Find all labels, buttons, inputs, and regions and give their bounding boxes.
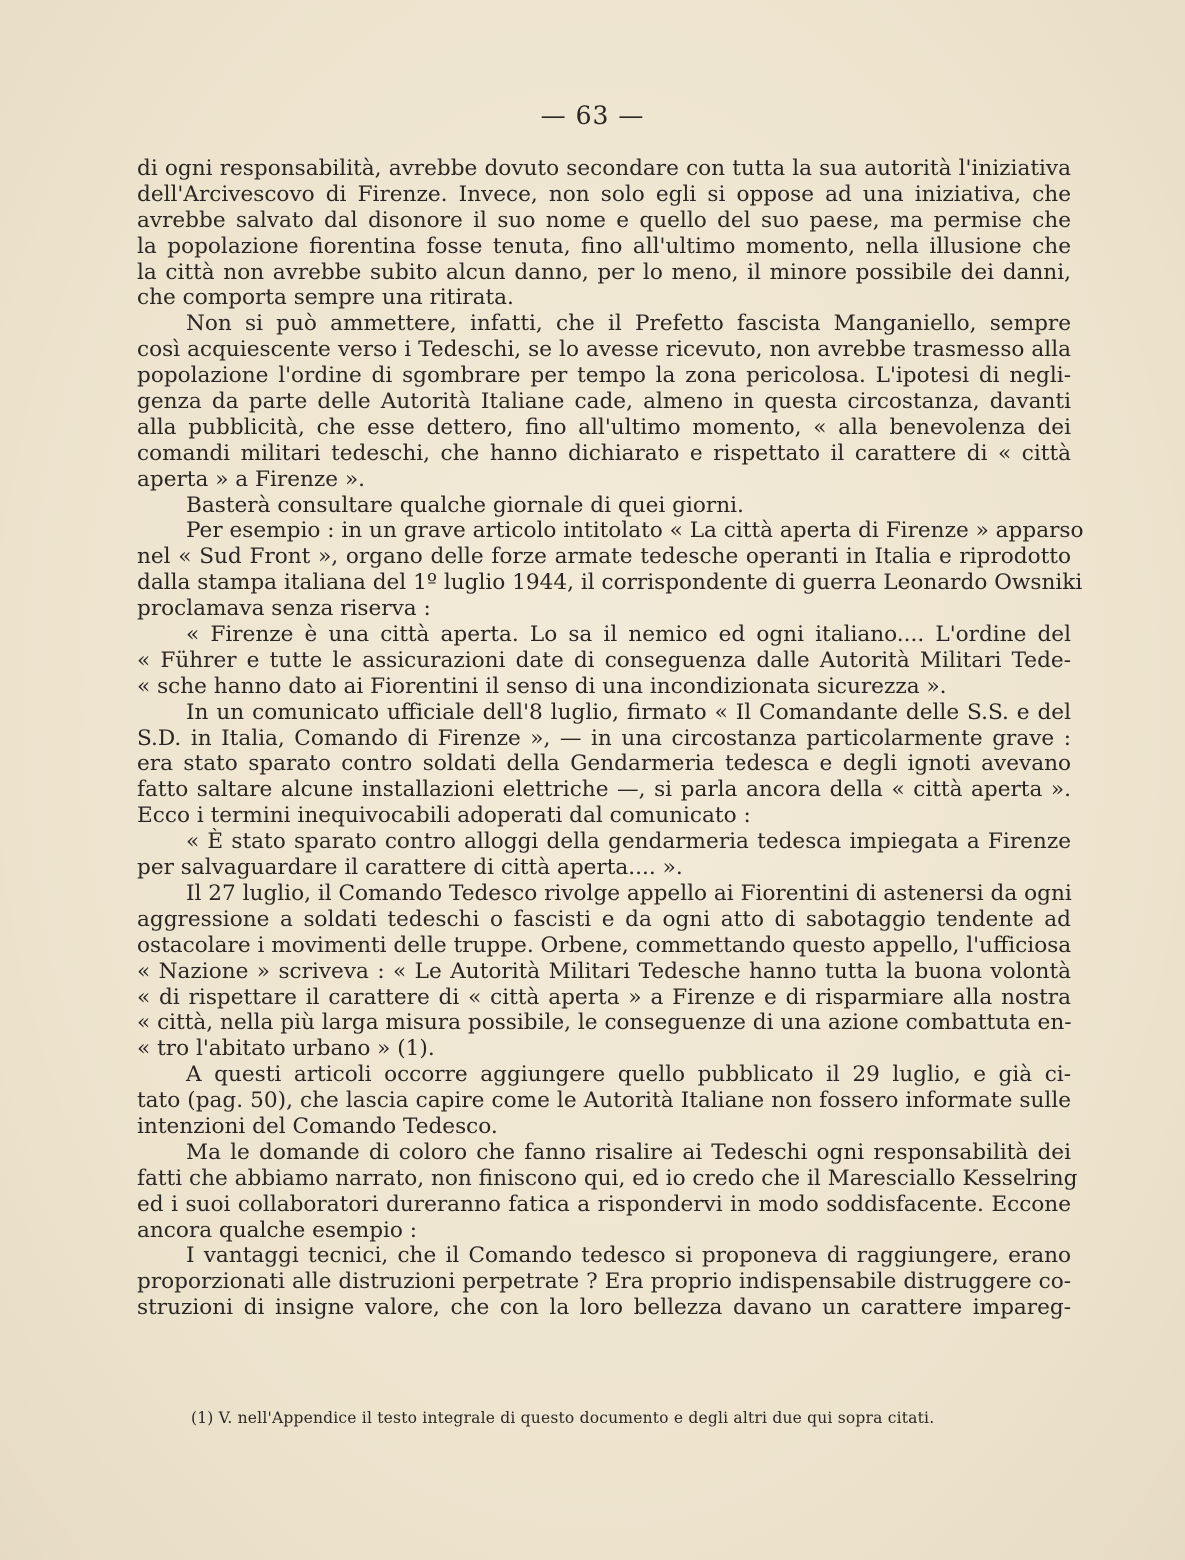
text-line: Ecco i termini inequivocabili adoperati dal comunicato : xyxy=(137,803,751,829)
text-line: dalla stampa italiana del 1º luglio 1944, il corrispondente di guerra Leonardo Owsniki xyxy=(137,570,1083,596)
text-line: struzioni di insigne valore, che con la loro bellezza davano un carattere impareg- xyxy=(137,1295,1071,1321)
text-line: « città, nella più larga misura possibile, le conseguenze di una azione combattuta en- xyxy=(137,1010,1072,1036)
text-line: aggressione a soldati tedeschi o fascisti e da ogni atto di sabotaggio tendente ad xyxy=(137,906,1071,932)
text-line: tato (pag. 50), che lascia capire come le Autorità Italiane non fossero informate sulle xyxy=(137,1088,1071,1114)
text-line: A questi articoli occorre aggiungere quello pubblicato il 29 luglio, e già ci- xyxy=(186,1062,1071,1088)
text-line: I vantaggi tecnici, che il Comando tedesco si proponeva di raggiungere, erano xyxy=(186,1243,1071,1269)
footnote: (1) V. nell'Appendice il testo integrale di questo documento e degli altri due qui sopra citati. xyxy=(191,1409,935,1427)
text-line: « Führer e tutte le assicurazioni date di conseguenza dalle Autorità Militari Tede- xyxy=(137,647,1071,673)
text-line: alla pubblicità, che esse dettero, fino all'ultimo momento, « alla benevolenza dei xyxy=(137,414,1071,440)
text-line: popolazione l'ordine di sgombrare per tempo la zona pericolosa. L'ipotesi di negli- xyxy=(137,363,1071,389)
text-line: avrebbe salvato dal disonore il suo nome e quello del suo paese, ma permise che xyxy=(137,207,1071,233)
text-line: fatto saltare alcune installazioni elettriche —, si parla ancora della « città aperta ». xyxy=(137,777,1071,803)
text-line: Ma le domande di coloro che fanno risalire ai Tedeschi ogni responsabilità dei xyxy=(186,1139,1071,1165)
text-line: intenzioni del Comando Tedesco. xyxy=(137,1113,498,1139)
text-line: la città non avrebbe subito alcun danno, per lo meno, il minore possibile dei danni, xyxy=(137,259,1071,285)
text-line: Il 27 luglio, il Comando Tedesco rivolge appello ai Fiorentini di astenersi da ogni xyxy=(186,880,1072,906)
text-line: aperta » a Firenze ». xyxy=(137,466,366,492)
text-line: ed i suoi collaboratori dureranno fatica a rispondervi in modo soddisfacente. Eccone xyxy=(137,1191,1071,1217)
text-line: « di rispettare il carattere di « città aperta » a Firenze e di risparmiare alla nostra xyxy=(137,984,1071,1010)
text-line: dell'Arcivescovo di Firenze. Invece, non solo egli si oppose ad una iniziativa, che xyxy=(137,181,1071,207)
text-line: era stato sparato contro soldati della Gendarmeria tedesca e degli ignoti avevano xyxy=(137,751,1071,777)
text-line: fatti che abbiamo narrato, non finiscono qui, ed io credo che il Maresciallo Kesselring xyxy=(137,1165,1078,1191)
text-line: ostacolare i movimenti delle truppe. Orbene, commettando questo appello, l'ufficiosa xyxy=(137,932,1072,958)
text-line: Non si può ammettere, infatti, che il Prefetto fascista Manganiello, sempre xyxy=(186,311,1071,337)
text-line: per salvaguardare il carattere di città aperta.... ». xyxy=(137,855,683,881)
text-line: « Nazione » scriveva : « Le Autorità Militari Tedesche hanno tutta la buona volontà xyxy=(137,958,1071,984)
text-line: genza da parte delle Autorità Italiane cade, almeno in questa circostanza, davanti xyxy=(137,389,1071,415)
text-line: « tro l'abitato urbano » (1). xyxy=(137,1036,435,1062)
text-line: « sche hanno dato ai Fiorentini il senso di una incondizionata sicurezza ». xyxy=(137,673,947,699)
text-line: che comporta sempre una ritirata. xyxy=(137,285,514,311)
text-line: S.D. in Italia, Comando di Firenze », — in una circostanza particolarmente grave : xyxy=(137,725,1071,751)
text-line: proporzionati alle distruzioni perpetrate ? Era proprio indispensabile distruggere co- xyxy=(137,1269,1071,1295)
text-line: così acquiescente verso i Tedeschi, se lo avesse ricevuto, non avrebbe trasmesso alla xyxy=(137,337,1071,363)
text-line: nel « Sud Front », organo delle forze armate tedesche operanti in Italia e riprodotto xyxy=(137,544,1071,570)
page-number: — 63 — xyxy=(540,101,645,130)
text-line: proclamava senza riserva : xyxy=(137,596,431,622)
text-line: « Firenze è una città aperta. Lo sa il nemico ed ogni italiano.... L'ordine del xyxy=(186,622,1071,648)
text-line: la popolazione fiorentina fosse tenuta, fino all'ultimo momento, nella illusione che xyxy=(137,233,1071,259)
text-line: ancora qualche esempio : xyxy=(137,1217,418,1243)
text-line: In un comunicato ufficiale dell'8 luglio, firmato « Il Comandante delle S.S. e del xyxy=(186,699,1071,725)
body-text xyxy=(137,156,1084,1321)
text-line: Per esempio : in un grave articolo intitolato « La città aperta di Firenze » apparso xyxy=(186,518,1084,544)
text-line: di ogni responsabilità, avrebbe dovuto secondare con tutta la sua autorità l'iniziativa xyxy=(137,156,1071,181)
text-line: « È stato sparato contro alloggi della gendarmeria tedesca impiegata a Firenze xyxy=(186,829,1071,855)
text-line: Basterà consultare qualche giornale di quei giorni. xyxy=(186,492,744,518)
text-line: comandi militari tedeschi, che hanno dichiarato e rispettato il carattere di « città xyxy=(137,440,1071,466)
